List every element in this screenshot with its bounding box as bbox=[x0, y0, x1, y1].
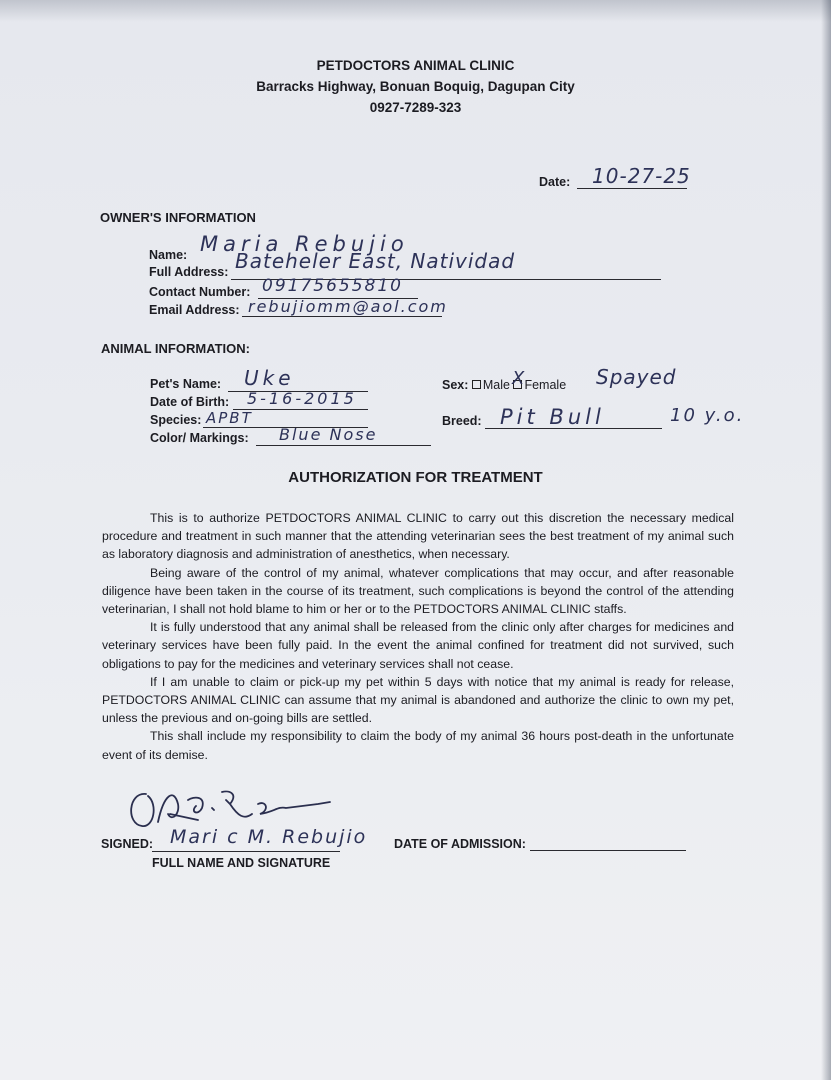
sex-note: Spayed bbox=[596, 365, 677, 389]
owner-address-label: Full Address: bbox=[149, 265, 229, 279]
dob-line bbox=[233, 409, 368, 410]
breed-label: Breed: bbox=[442, 414, 482, 428]
owner-heading: OWNER'S INFORMATION bbox=[100, 210, 256, 225]
sex-female-mark: X bbox=[512, 368, 526, 389]
owner-email-label: Email Address: bbox=[149, 303, 240, 317]
admission-date-label: DATE OF ADMISSION: bbox=[394, 837, 526, 851]
page-shadow-top bbox=[0, 0, 831, 22]
color-line bbox=[256, 445, 431, 446]
dob-value: 5-16-2015 bbox=[247, 389, 357, 408]
date-label: Date: bbox=[539, 175, 571, 189]
date-line bbox=[577, 188, 687, 189]
authorization-paragraph: If I am unable to claim or pick-up my pet within 5 days with notice that my animal is ready for release, PETDOCTORS ANIMAL CLINIC can assume that my animal is abandoned and authorize the clinic to own my pet, unless the previous and on-going bills are settled. bbox=[102, 674, 734, 726]
owner-email-line bbox=[242, 316, 442, 317]
authorization-title: AUTHORIZATION FOR TREATMENT bbox=[288, 469, 543, 486]
dob-label: Date of Birth: bbox=[150, 395, 230, 409]
admission-date-line bbox=[530, 850, 686, 851]
species-label: Species: bbox=[150, 413, 202, 427]
owner-address-value: Bateheler East, Natividad bbox=[235, 249, 516, 273]
authorization-body bbox=[102, 509, 734, 764]
sex-male-label: Male bbox=[482, 378, 510, 392]
signature-scribble bbox=[118, 774, 338, 834]
clinic-name: PETDOCTORS ANIMAL CLINIC bbox=[316, 58, 515, 73]
species-value: APBT bbox=[206, 409, 253, 427]
age-note: 10 y.o. bbox=[670, 405, 745, 426]
clinic-address: Barracks Highway, Bonuan Boquig, Dagupan City bbox=[256, 79, 575, 94]
owner-contact-value: 09175655810 bbox=[262, 276, 403, 296]
sex-male-checkbox[interactable] bbox=[472, 380, 481, 389]
signature-line bbox=[152, 851, 340, 852]
color-value: Blue Nose bbox=[279, 425, 378, 444]
authorization-paragraph: This shall include my responsibility to claim the body of my animal 36 hours post-death in the unfortunate event of its demise. bbox=[102, 729, 734, 762]
owner-name-label: Name: bbox=[149, 248, 188, 262]
signed-label: SIGNED: bbox=[101, 837, 154, 851]
owner-email-value: rebujiomm@aol.com bbox=[248, 297, 448, 316]
authorization-paragraph: Being aware of the control of my animal, whatever complications that may occur, and after reasonable diligence have been taken in the course of its treatment, such complications is beyond the control of the attending veterinarian, I shall not hold blame to him or her or to the PETDOCTORS ANIMAL CLINIC staffs. bbox=[102, 565, 734, 617]
color-label: Color/ Markings: bbox=[150, 431, 249, 445]
signature-handwritten-name: Mari c M. Rebujio bbox=[170, 826, 368, 848]
authorization-paragraph: It is fully understood that any animal shall be released from the clinic only after charges for medicines and veterinary services have been fully paid. In the event the animal confined for treatment did not survived, such obligations to pay for the medicines and veterinary services shall not cease. bbox=[102, 620, 734, 671]
date-value: 10-27-25 bbox=[592, 164, 691, 188]
owner-name-value: Maria Rebujio bbox=[200, 232, 409, 256]
owner-contact-label: Contact Number: bbox=[149, 285, 251, 299]
clinic-phone: 0927-7289-323 bbox=[369, 100, 462, 115]
sex-female-label: Female bbox=[524, 378, 567, 392]
signature-caption: FULL NAME AND SIGNATURE bbox=[152, 856, 331, 870]
authorization-paragraph: This is to authorize PETDOCTORS ANIMAL CLINIC to carry out this discretion the necessary medical procedure and treatment in such manner that the attending veterinarian sees the best treatment of my animal such as laboratory diagnosis and administration of anesthetics, when necessary. bbox=[102, 511, 734, 562]
sex-field bbox=[442, 378, 566, 392]
animal-heading: ANIMAL INFORMATION: bbox=[101, 341, 250, 356]
page-shadow-right bbox=[821, 0, 831, 1080]
pet-name-label: Pet's Name: bbox=[150, 377, 222, 391]
breed-value: Pit Bull bbox=[500, 405, 605, 429]
pet-name-value: Uke bbox=[244, 366, 295, 390]
sex-label: Sex: bbox=[442, 378, 469, 392]
